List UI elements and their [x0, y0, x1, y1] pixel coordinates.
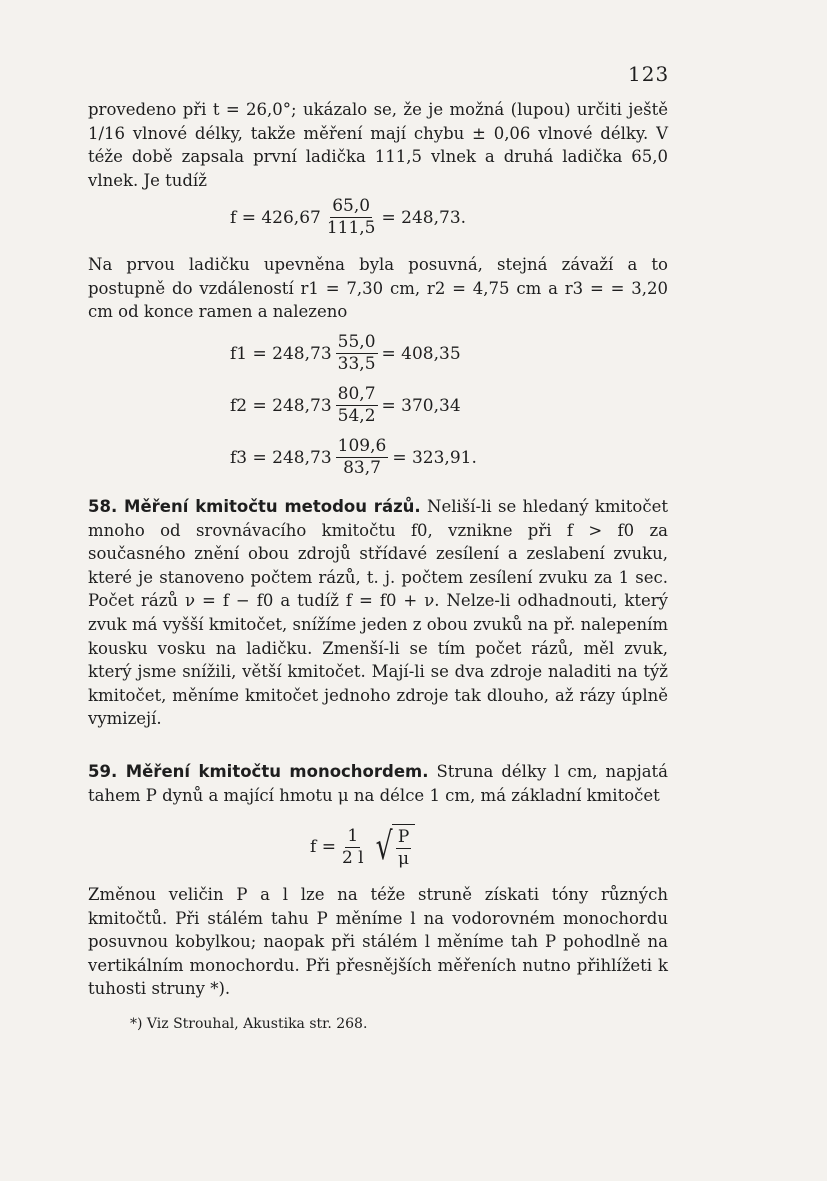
paragraph-1: provedeno při t = 26,0°; ukázalo se, že je možná (lupou) určiti ještě 1/16 vlnové délky, takže měření mají chybu ± 0,06 vlnové délky. V téže době zapsala první ladička 111,5 vlnek a druhá ladička 65,0 vlnek. Je tudíž: [88, 100, 668, 190]
equation-f: [230, 196, 466, 239]
page-number: 123: [628, 62, 670, 86]
section-58: [88, 495, 668, 731]
section-59: [88, 760, 668, 807]
equation-f3: [230, 436, 477, 479]
paragraph-5: Změnou veličin P a l lze na téže struně získati tóny různých kmitočtů. Při stálém tahu P měníme l na vodorovném monochordu posuvnou kobylkou; naopak při stálém l měníme tah P pohodlně na vertikálním monochordu. Při přesnějších měřeních nutno přihlížeti k tuhosti struny *).: [88, 885, 668, 999]
eq-rhs: = 370,34: [381, 395, 461, 416]
section-59-text: Struna délky l cm, napjatá tahem P dynů a mající hmotu μ na délce 1 cm, má základní kmitočet: [88, 762, 669, 805]
paragraph-2: Na prvou ladičku upevněna byla posuvná, stejná závaží a to postupně do vzdáleností r1 = 7,30 cm, r2 = 4,75 cm a r3 = = 3,20 cm od konce ramen a nalezeno: [88, 255, 668, 322]
footnote: *) Viz Strouhal, Akustika str. 268.: [130, 1016, 368, 1032]
eq-rhs: = 248,73.: [381, 207, 467, 228]
eq-fraction: $\frac{1}{2 l}$: [341, 825, 364, 868]
eq-lhs: f = 426,67: [230, 207, 321, 228]
equation-f2: [230, 384, 461, 427]
eq-fraction: $\frac{80,7}{54,2}$: [337, 384, 376, 426]
equation-f1: [230, 332, 461, 375]
eq-lhs: f =: [310, 837, 336, 857]
square-root: [372, 824, 416, 870]
eq-rhs: = 408,35: [381, 343, 461, 364]
equation-monochord: [310, 824, 415, 870]
eq-rhs: = 323,91.: [392, 447, 477, 468]
section-58-text: Neliší-li se hledaný kmitočet mnoho od srovnávacího kmitočtu f0, vznikne při f > f0 za současného znění obou zdrojů střídavé zesílení a zeslabení zvuku, které je stanoveno počtem rázů, t. j. počtem zesílení zvuku za 1 sec. Počet rázů ν = f − f0 a tudíž f = f0 + ν. Nelze-li odhadnouti, který zvuk má vyšší kmitočet, snížíme jeden z obou zvuků na př. nalepením kousku vosku na ladičku. Zmenší-li se tím počet rázů, měl zvuk, který jsme snížili, větší kmitočet. Mají-li se dva zdroje naladiti na týž kmitočet, měníme kmitočet jednoho zdroje tak dlouho, až rázy úplně vymizejí.: [88, 497, 668, 729]
eq-lhs: f1 = 248,73: [230, 343, 332, 364]
eq-fraction: $\frac{55,0}{33,5}$: [337, 332, 376, 374]
root-fraction: $\frac{P}{\mu}$: [397, 827, 410, 869]
section-59-heading: 59. Měření kmitočtu monochordem.: [88, 762, 429, 781]
eq-fraction: $\frac{65,0}{111,5}$: [326, 196, 376, 238]
radical-sign-icon: √: [375, 824, 393, 868]
eq-fraction: $\frac{109,6}{83,7}$: [337, 436, 387, 478]
eq-lhs: f3 = 248,73: [230, 447, 332, 468]
section-58-heading: 58. Měření kmitočtu metodou rázů.: [88, 497, 421, 516]
eq-lhs: f2 = 248,73: [230, 395, 332, 416]
